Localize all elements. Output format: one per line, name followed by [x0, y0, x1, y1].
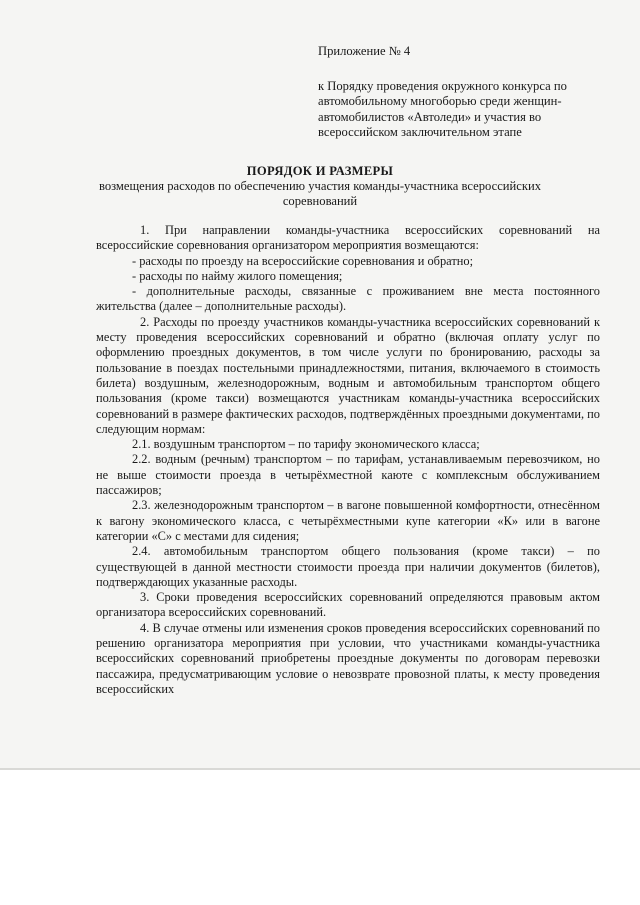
paragraph: - дополнительные расходы, связанные с проживанием вне места постоянного жительства (далее – дополнительные расходы).	[96, 284, 600, 314]
title-heading: ПОРЯДОК И РАЗМЕРЫ	[246, 164, 394, 178]
paragraph: 4. В случае отмены или изменения сроков проведения всероссийских соревнований по решению организатора мероприятия при условии, что участниками команды-участника всероссийских соревнований приобретены проездные документы по договорам перевозки пассажира, предусматривающим условие о невозврате провозной платы, к месту проведения всероссийских	[96, 620, 600, 696]
paragraph: 2. Расходы по проезду участников команды-участника всероссийских соревнований к месту проведения всероссийских соревнований и обратно (включая оплату услуг по оформлению проездных документов, в том числе услуги по бронированию, расходы за пользование в поездах постельными принадлежностями, питания, включаемого в стоимость билета) воздушным, железнодорожным, водным и автомобильным транспортом общего пользования (кроме такси) возмещаются участникам команды-участника всероссийских соревнований в размере фактических расходов, подтверждённых проездными документами, по следующим нормам:	[96, 314, 600, 436]
paragraph: - расходы по проезду на всероссийские соревнования и обратно;	[132, 253, 474, 268]
paragraph: 2.4. автомобильным транспортом общего пользования (кроме такси) – по существующей в данной местности стоимости проезда при наличии документов (билетов), подтверждающих указанные расходы.	[96, 544, 600, 589]
document-body	[96, 223, 600, 697]
paragraph: 2.2. водным (речным) транспортом – по тарифам, устанавливаемым перевозчиком, но не выше стоимости проезда в четырёхместной каюте с комплексным обслуживанием пассажиров;	[96, 452, 600, 498]
paragraph: 2.1. воздушным транспортом – по тарифу экономического класса;	[132, 437, 480, 452]
paragraph: - расходы по найму жилого помещения;	[132, 268, 343, 283]
paragraph: 3. Сроки проведения всероссийских соревнований определяются правовым актом организатора всероссийских соревнований.	[96, 590, 600, 620]
paragraph: 1. При направлении команды-участника всероссийских соревнований на всероссийские соревнования организатором мероприятия возмещаются:	[96, 223, 600, 253]
appendix-number: Приложение № 4	[318, 44, 411, 58]
appendix-reference: к Порядку проведения окружного конкурса по автомобильному многоборью среди женщин-автомобилистов «Автоледи» и участия во всероссийском заключительном этапе	[318, 79, 567, 139]
appendix-header	[318, 44, 608, 140]
document-title	[70, 164, 570, 209]
paragraph: 2.3. железнодорожным транспортом – в вагоне повышенной комфортности, отнесённом к вагону экономического класса, с четырёхместными купе категории «К» или в вагоне категории «С» с местами для сидения;	[96, 498, 600, 543]
title-subheading: возмещения расходов по обеспечению участия команды-участника всероссийских соревнований	[98, 179, 542, 208]
